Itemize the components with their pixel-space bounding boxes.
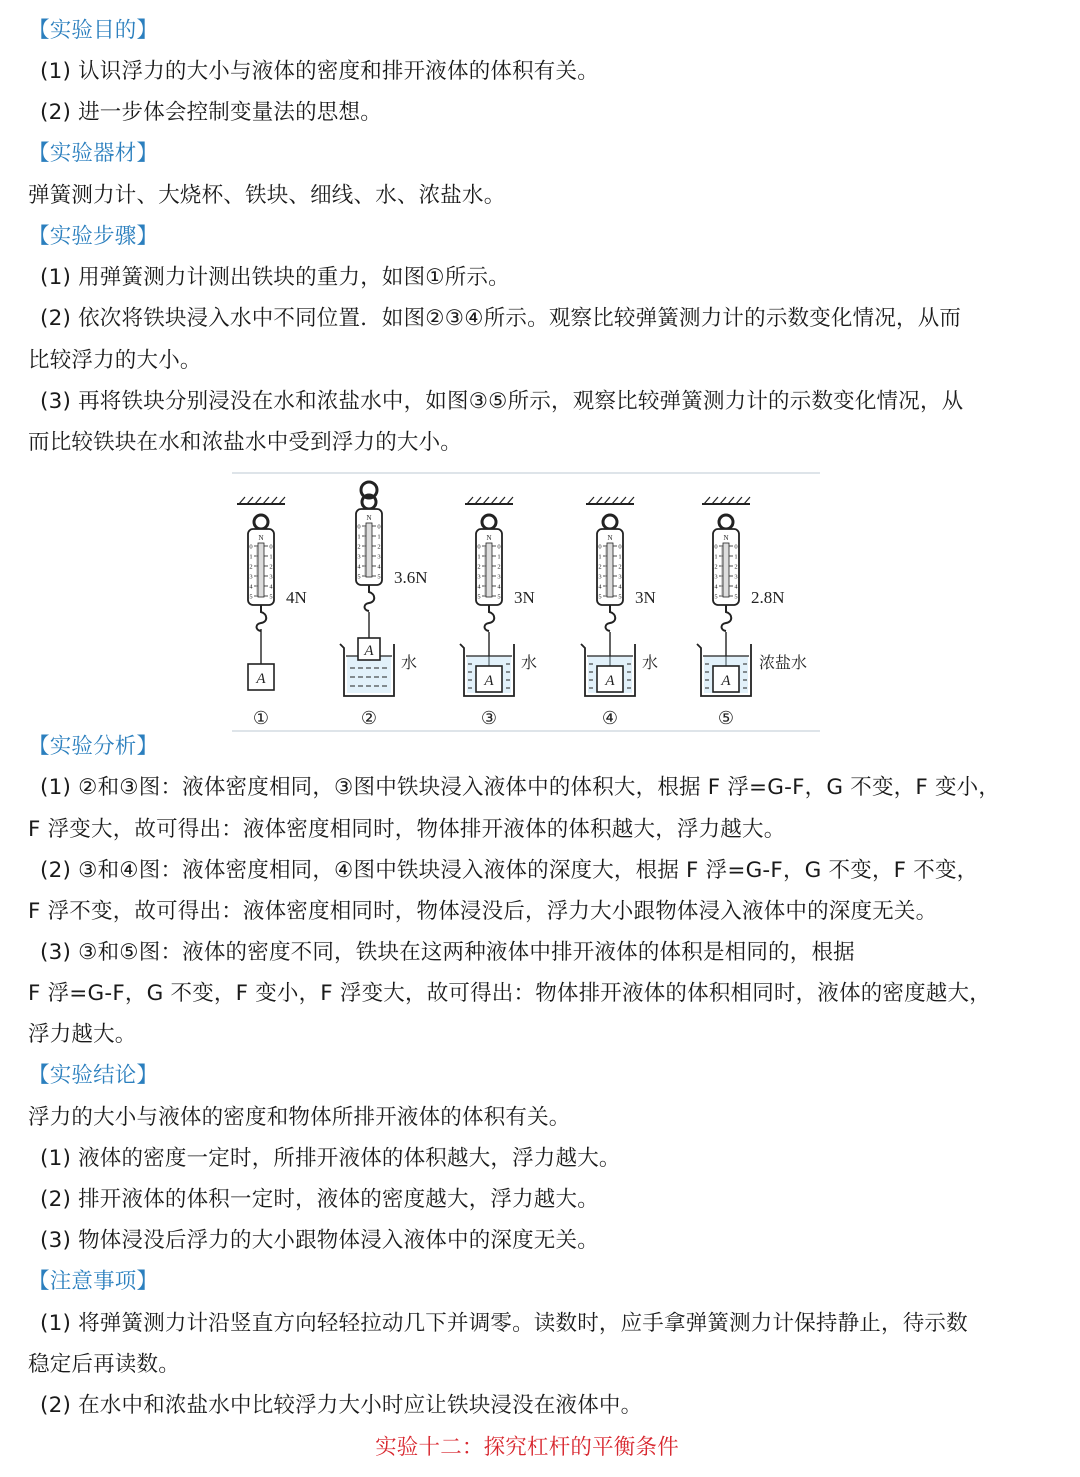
scale-number-right: 5 [734,593,738,601]
spring-scale-figure [232,472,820,734]
hatch-mark [483,497,489,504]
scale-number-left: 3 [477,573,481,581]
scale-number-right: 1 [734,553,738,561]
scale-number-left: 2 [357,543,361,551]
analysis-2-line-2: F 浮不变，故可得出：液体密度相同时，物体浸没后，浮力大小跟物体浸入液体中的深度无关。 [28,899,938,924]
hatch-mark [247,497,253,504]
conclusion-item-2: (2) 排开液体的体积一定时，液体的密度越大，浮力越大。 [40,1187,599,1212]
scale-number-right: 1 [497,553,501,561]
step-3-line-2: 而比较铁块在水和浓盐水中受到浮力的大小。 [28,430,463,455]
panel-3 [460,497,537,728]
scale-number-left: 5 [357,573,361,581]
scale-number-right: 4 [269,583,273,591]
scale-ring [482,515,496,529]
scale-unit: N [607,534,613,542]
scale-number-right: 2 [377,543,381,551]
hatch-mark [255,497,261,504]
spring-slot [723,543,729,597]
scale-ring [254,515,268,529]
panel-5 [697,497,807,728]
hatch-mark [467,497,473,504]
purpose-item-2: (2) 进一步体会控制变量法的思想。 [40,100,382,125]
scale-number-left: 0 [598,543,602,551]
hook [606,605,616,631]
scale-ring [603,515,617,529]
scale-number-right: 3 [269,573,273,581]
scale-number-right: 1 [618,553,622,561]
hatch-mark [620,497,626,504]
conclusion-heading: 【实验结论】 [28,1063,159,1088]
reading-label: 4N [286,588,307,607]
block-label: A [364,643,374,659]
panel-2 [340,482,428,728]
reading-label: 3N [514,588,535,607]
conclusion-item-1: (1) 液体的密度一定时，所排开液体的体积越大，浮力越大。 [40,1146,621,1171]
reading-label: 3.6N [394,568,428,587]
hatch-mark [279,497,285,504]
scale-number-left: 4 [714,583,718,591]
scale-number-left: 0 [357,523,361,531]
scale-number-left: 2 [477,563,481,571]
block-label: A [605,673,615,689]
hatch-mark [499,497,505,504]
liquid-label: 水 [401,655,418,672]
scale-number-left: 5 [477,593,481,601]
panel-number: ④ [601,708,619,728]
note-2: (2) 在水中和浓盐水中比较浮力大小时应让铁块浸没在液体中。 [40,1393,643,1418]
scale-number-left: 3 [598,573,602,581]
note-1-line-2: 稳定后再读数。 [28,1352,180,1377]
hatch-mark [720,497,726,504]
analysis-heading: 【实验分析】 [28,734,159,759]
hatch-mark [507,497,513,504]
spring-slot [258,543,264,597]
scale-number-left: 5 [598,593,602,601]
liquid-label: 浓盐水 [759,655,808,672]
scale-number-left: 3 [714,573,718,581]
scale-number-left: 1 [714,553,718,561]
scale-number-right: 4 [497,583,501,591]
scale-number-left: 2 [249,563,253,571]
hatch-mark [712,497,718,504]
spring-slot [366,523,372,577]
hook [485,605,495,631]
step-1: (1) 用弹簧测力计测出铁块的重力，如图①所示。 [40,265,510,290]
spring-slot [486,543,492,597]
scale-number-left: 1 [598,553,602,561]
scale-number-left: 1 [357,533,361,541]
scale-unit: N [366,514,372,522]
scale-number-right: 2 [734,563,738,571]
scale-number-right: 5 [497,593,501,601]
scale-number-right: 2 [618,563,622,571]
hatch-mark [239,497,245,504]
scale-number-left: 2 [598,563,602,571]
hatch-mark [491,497,497,504]
scale-number-left: 5 [249,593,253,601]
step-3-line-1: (3) 再将铁块分别浸没在水和浓盐水中，如图③⑤所示，观察比较弹簧测力计的示数变化情况，从 [40,389,964,414]
block-label: A [256,671,266,687]
scale-number-right: 0 [377,523,381,531]
scale-number-left: 4 [598,583,602,591]
hatch-mark [604,497,610,504]
spring-slot [607,543,613,597]
scale-number-left: 2 [714,563,718,571]
hook [722,605,732,631]
note-1-line-1: (1) 将弹簧测力计沿竖直方向轻轻拉动几下并调零。读数时，应手拿弹簧测力计保持静止，待示数 [40,1311,968,1336]
hook [257,605,267,631]
steps-heading: 【实验步骤】 [28,224,159,249]
scale-number-right: 4 [377,563,381,571]
scale-number-right: 0 [497,543,501,551]
scale-number-right: 3 [618,573,622,581]
scale-number-right: 5 [377,573,381,581]
hatch-mark [704,497,710,504]
scale-number-right: 5 [269,593,273,601]
panel-number: ② [360,708,378,728]
scale-number-left: 3 [249,573,253,581]
liquid-label: 水 [521,655,538,672]
step-2-line-1: (2) 依次将铁块浸入水中不同位置．如图②③④所示。观察比较弹簧测力计的示数变化情况，从而 [40,306,962,331]
scale-unit: N [723,534,729,542]
hatch-mark [588,497,594,504]
scale-number-right: 1 [377,533,381,541]
scale-number-left: 0 [477,543,481,551]
scale-number-right: 2 [269,563,273,571]
scale-unit: N [486,534,492,542]
scale-number-right: 2 [497,563,501,571]
scale-number-left: 5 [714,593,718,601]
purpose-item-1: (1) 认识浮力的大小与液体的密度和排开液体的体积有关。 [40,59,599,84]
scale-number-left: 4 [477,583,481,591]
hatch-mark [728,497,734,504]
scale-number-left: 1 [249,553,253,561]
hook [365,585,375,611]
scale-number-right: 0 [734,543,738,551]
scale-number-right: 0 [269,543,273,551]
equipment-text: 弹簧测力计、大烧杯、铁块、细线、水、浓盐水。 [28,183,506,208]
panel-4 [581,497,658,728]
scale-number-right: 3 [734,573,738,581]
analysis-1-line-1: (1) ②和③图：液体密度相同，③图中铁块浸入液体中的体积大，根据 F 浮=G-F，G 不变，F 变小， [40,775,1001,800]
hatch-mark [596,497,602,504]
scale-number-left: 1 [477,553,481,561]
analysis-1-line-2: F 浮变大，故可得出：液体密度相同时，物体排开液体的体积越大，浮力越大。 [28,817,786,842]
panel-number: ③ [480,708,498,728]
analysis-3-line-2: F 浮=G-F，G 不变，F 变小，F 浮变大，故可得出：物体排开液体的体积相同时，液体的密度越大， [28,981,991,1006]
step-2-line-2: 比较浮力的大小。 [28,348,202,373]
scale-number-left: 0 [714,543,718,551]
analysis-2-line-1: (2) ③和④图：液体密度相同，④图中铁块浸入液体的深度大，根据 F 浮=G-F，G 不变，F 不变， [40,858,979,883]
scale-number-right: 3 [497,573,501,581]
analysis-3-line-1: (3) ③和⑤图：液体的密度不同，铁块在这两种液体中排开液体的体积是相同的，根据 [40,940,855,965]
panel-1 [237,497,307,728]
scale-number-left: 0 [249,543,253,551]
conclusion-text: 浮力的大小与液体的密度和物体所排开液体的体积有关。 [28,1105,571,1130]
scale-ring [719,515,733,529]
scale-number-left: 3 [357,553,361,561]
scale-number-right: 4 [618,583,622,591]
scale-number-right: 4 [734,583,738,591]
purpose-heading: 【实验目的】 [28,18,159,43]
hatch-mark [736,497,742,504]
hatch-mark [271,497,277,504]
hatch-mark [263,497,269,504]
scale-number-right: 0 [618,543,622,551]
scale-unit: N [258,534,264,542]
hatch-mark [475,497,481,504]
reading-label: 2.8N [751,588,785,607]
scale-number-left: 4 [357,563,361,571]
panel-number: ① [252,708,270,728]
scale-number-right: 3 [377,553,381,561]
block-label: A [721,673,731,689]
scale-number-right: 1 [269,553,273,561]
analysis-3-line-3: 浮力越大。 [28,1022,137,1047]
block-label: A [484,673,494,689]
hatch-mark [612,497,618,504]
equipment-heading: 【实验器材】 [28,141,159,166]
scale-number-left: 4 [249,583,253,591]
panel-number: ⑤ [717,708,735,728]
liquid [347,656,391,693]
hatch-mark [744,497,750,504]
notes-heading: 【注意事项】 [28,1269,159,1294]
liquid-label: 水 [642,655,659,672]
next-section-title: 实验十二：探究杠杆的平衡条件 [375,1435,679,1460]
hatch-mark [628,497,634,504]
conclusion-item-3: (3) 物体浸没后浮力的大小跟物体浸入液体中的深度无关。 [40,1228,599,1253]
scale-number-right: 5 [618,593,622,601]
reading-label: 3N [635,588,656,607]
